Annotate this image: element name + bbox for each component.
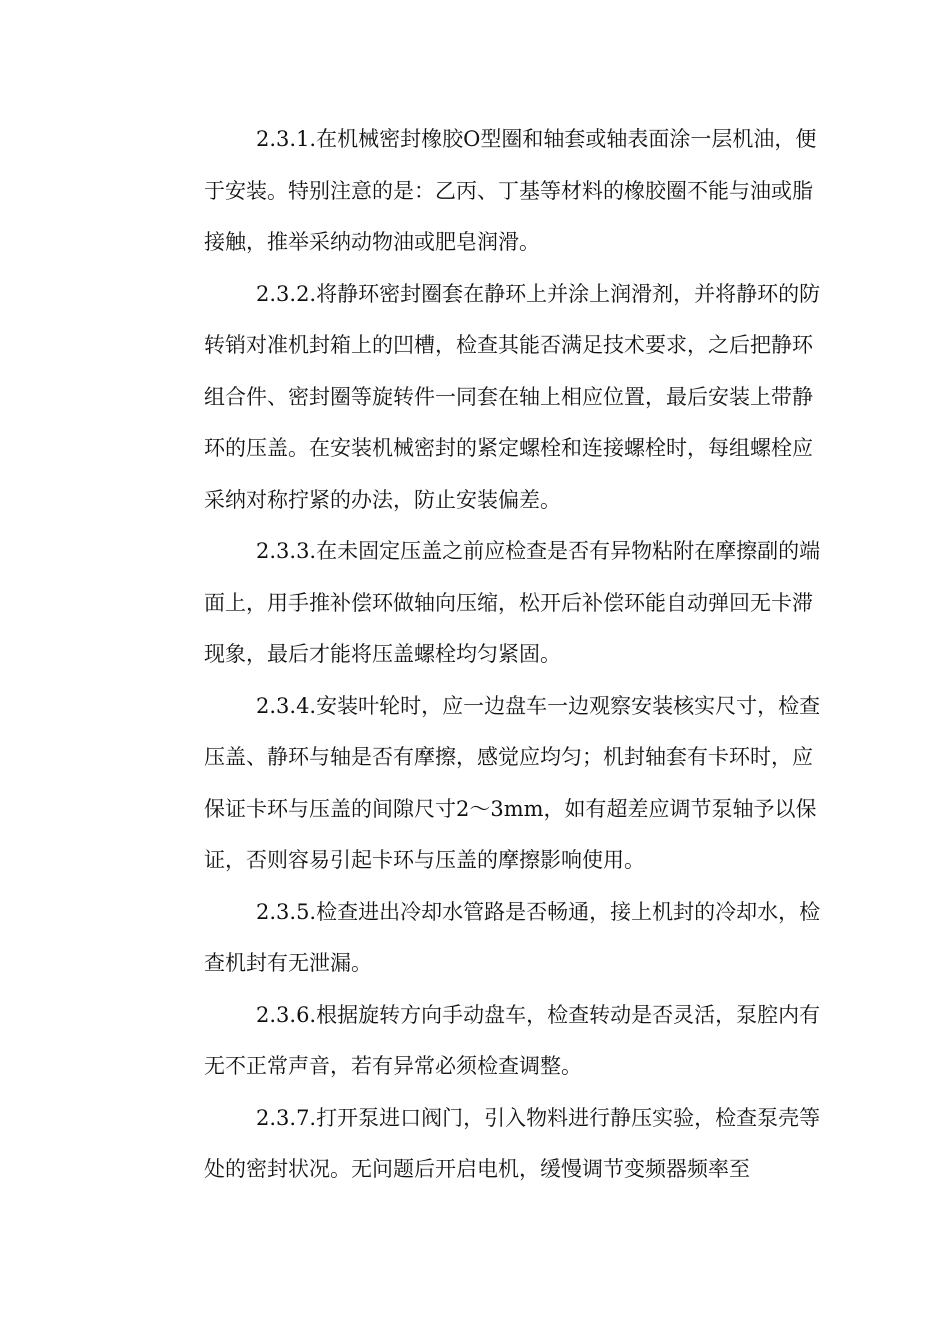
text-line: 处的密封状况。无问题后开启电机，缓慢调节变频器频率至: [204, 1157, 750, 1181]
text-line: 面上，用手推补偿环做轴向压缩，松开后补偿环能自动弹回无卡滞: [204, 590, 813, 615]
text-line: 组合件、密封圈等旋转件一同套在轴上相应位置，最后安装上带静: [204, 384, 813, 409]
text-line: 接触，推举采纳动物油或肥皂润滑。: [204, 230, 540, 254]
text-line: 2.3.1.在机械密封橡胶O型圈和轴套或轴表面涂一层机油，便: [256, 127, 817, 151]
text-line: 压盖、静环与轴是否有摩擦，感觉应均匀；机封轴套有卡环时，应: [204, 745, 813, 769]
paragraph-2-3-6: [152, 990, 821, 1093]
text-line: 转销对准机封箱上的凹槽，检查其能否满足技术要求，之后把静环: [204, 333, 813, 357]
text-line: 无不正常声音，若有异常必须检查调整。: [204, 1054, 582, 1078]
document-body: [152, 114, 821, 1196]
paragraph-2-3-3: [152, 526, 821, 681]
paragraph-2-3-1: [152, 114, 817, 269]
paragraph-2-3-7: [152, 1093, 821, 1196]
paragraph-2-3-4: [152, 681, 821, 887]
text-line: 查机封有无泄漏。: [204, 951, 372, 975]
text-line: 2.3.4.安装叶轮时，应一边盘车一边观察安装核实尺寸，检查: [256, 693, 821, 718]
text-line: 2.3.3.在未固定压盖之前应检查是否有异物粘附在摩擦副的端: [256, 539, 821, 563]
text-line: 2.3.2.将静环密封圈套在静环上并涂上润滑剂，并将静环的防: [256, 281, 821, 306]
text-line: 2.3.5.检查进出冷却水管路是否畅通，接上机封的冷却水，检: [256, 899, 821, 924]
text-line: 保证卡环与压盖的间隙尺寸2～3mm，如有超差应调节泵轴予以保: [204, 796, 817, 821]
paragraph-2-3-2: [152, 269, 821, 527]
text-line: 环的压盖。在安装机械密封的紧定螺栓和连接螺栓时，每组螺栓应: [204, 436, 813, 460]
paragraph-2-3-5: [152, 887, 821, 990]
text-line: 2.3.6.根据旋转方向手动盘车，检查转动是否灵活，泵腔内有: [256, 1002, 821, 1027]
text-line: 采纳对称拧紧的办法，防止安装偏差。: [204, 487, 561, 512]
text-line: 证，否则容易引起卡环与压盖的摩擦影响使用。: [204, 848, 645, 872]
text-line: 现象，最后才能将压盖螺栓均匀紧固。: [204, 642, 561, 666]
text-line: 2.3.7.打开泵进口阀门，引入物料进行静压实验，检查泵壳等: [256, 1105, 821, 1130]
text-line: 于安装。特别注意的是：乙丙、丁基等材料的橡胶圈不能与油或脂: [204, 178, 813, 203]
